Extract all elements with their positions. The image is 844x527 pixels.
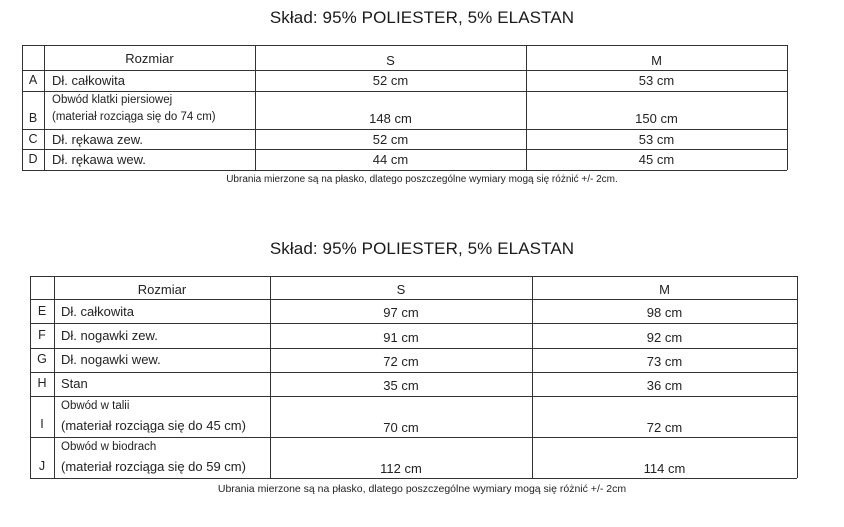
row-letter: E xyxy=(37,304,47,318)
row-label: Dł. całkowita xyxy=(52,73,125,88)
row-subnote: (materiał rozciąga się do 45 cm) xyxy=(61,418,246,433)
value-s: 91 cm xyxy=(383,330,419,345)
size-m-header: M xyxy=(659,282,670,297)
value-m: 92 cm xyxy=(646,330,683,345)
value-m: 98 cm xyxy=(646,305,683,320)
row-label: Dł. rękawa wew. xyxy=(52,152,146,167)
table1-note: Ubrania mierzone są na płasko, dlatego poszczególne wymiary mogą się różnić +/- 2cm. xyxy=(226,174,618,185)
value-s: 148 cm xyxy=(369,111,412,126)
value-s: 97 cm xyxy=(383,305,419,320)
row-letter: B xyxy=(28,111,38,125)
row-label: Dł. nogawki zew. xyxy=(61,328,158,343)
size-s-header: S xyxy=(396,282,406,297)
value-s: 112 cm xyxy=(380,461,422,476)
row-subnote: (materiał rozciąga się do 74 cm) xyxy=(52,111,216,123)
size-m-header: M xyxy=(651,53,662,68)
table2-note: Ubrania mierzone są na płasko, dlatego poszczególne wymiary mogą się różnić +/- 2cm xyxy=(217,483,627,495)
value-s: 70 cm xyxy=(383,420,419,435)
value-m: 72 cm xyxy=(646,420,683,435)
row-label: Obwód w talii xyxy=(61,400,130,412)
row-letter: F xyxy=(38,328,46,342)
row-letter: G xyxy=(37,352,47,366)
row-label: Dł. nogawki wew. xyxy=(61,352,161,367)
value-s: 52 cm xyxy=(372,73,409,88)
value-m: 53 cm xyxy=(638,132,675,147)
value-m: 36 cm xyxy=(646,378,683,393)
size-s-header: S xyxy=(386,53,395,68)
row-letter: D xyxy=(28,152,38,166)
row-label: Obwód w biodrach xyxy=(61,441,157,453)
value-m: 150 cm xyxy=(635,111,678,126)
size-header-label: Rozmiar xyxy=(137,282,187,297)
value-s: 35 cm xyxy=(383,378,419,393)
value-m: 114 cm xyxy=(643,461,686,476)
row-label: Stan xyxy=(61,376,88,391)
row-letter: H xyxy=(37,376,47,390)
table1-title: Skład: 95% POLIESTER, 5% ELASTAN xyxy=(269,8,575,27)
row-letter: C xyxy=(28,132,38,146)
value-m: 45 cm xyxy=(638,152,675,167)
row-letter: I xyxy=(40,417,44,431)
row-letter: A xyxy=(28,73,38,87)
row-letter: J xyxy=(38,459,46,473)
table2-title: Skład: 95% POLIESTER, 5% ELASTAN xyxy=(269,239,575,258)
value-s: 72 cm xyxy=(383,354,419,369)
row-label: Dł. rękawa zew. xyxy=(52,132,144,147)
value-s: 44 cm xyxy=(372,152,409,167)
value-m: 73 cm xyxy=(646,354,683,369)
size-header-label: Rozmiar xyxy=(125,51,174,66)
row-label: Dł. całkowita xyxy=(61,304,134,319)
value-s: 52 cm xyxy=(372,132,409,147)
value-m: 53 cm xyxy=(638,73,675,88)
row-label: Obwód klatki piersiowej xyxy=(52,94,173,106)
row-subnote: (materiał rozciąga się do 59 cm) xyxy=(61,459,246,474)
